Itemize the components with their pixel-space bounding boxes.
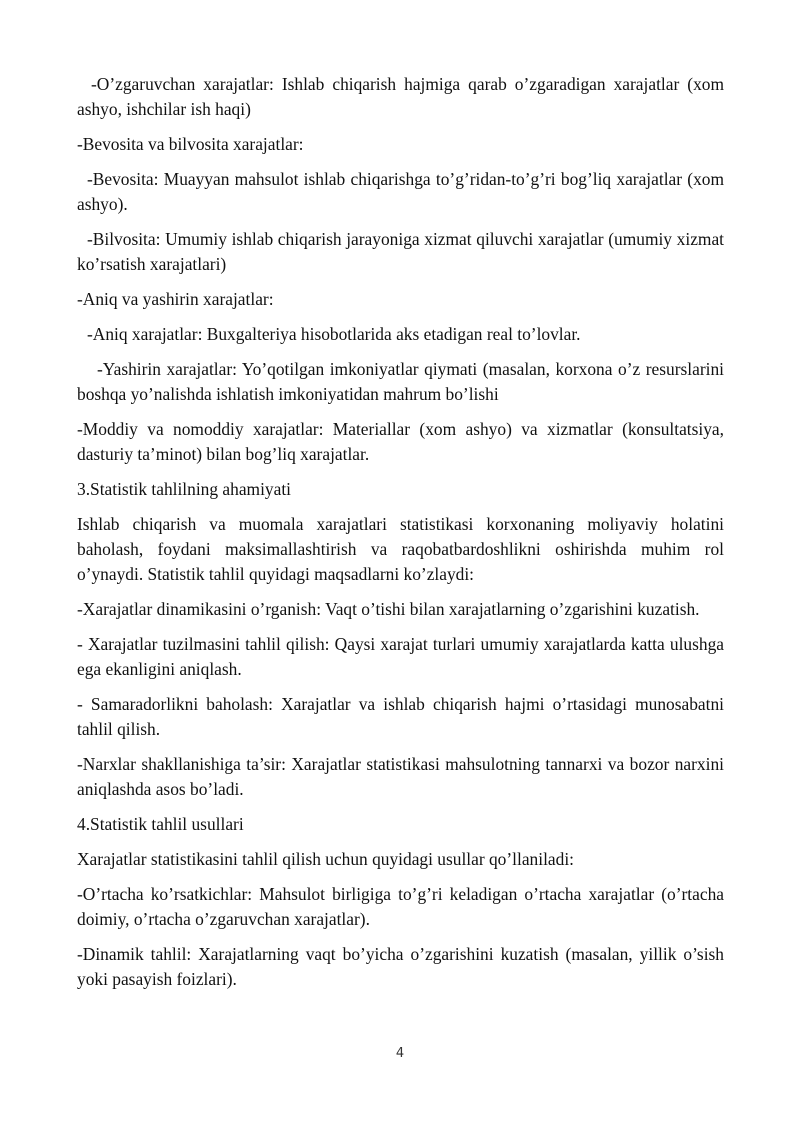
paragraph-direct-indirect-heading: -Bevosita va bilvosita xarajatlar:: [77, 134, 304, 154]
paragraph-direct-costs: -Bevosita: Muayyan mahsulot ishlab chiqarishga to’g’ridan-to’g’ri bog’liq xarajatlar (xom ashyo).: [77, 169, 724, 214]
paragraph-explicit-implicit-heading: -Aniq va yashirin xarajatlar:: [77, 289, 274, 309]
paragraph-averages: -O’rtacha ko’rsatkichlar: Mahsulot birligiga to’g’ri keladigan o’rtacha xarajatlar (o’rtacha doimiy, o’rtacha o’zgaruvchan xarajatlar).: [77, 884, 724, 929]
paragraph-statistics-importance: Ishlab chiqarish va muomala xarajatlari statistikasi korxonaning moliyaviy holatini baholash, foydani maksimallashtirish va raqobatbardoshlikni oshirishda muhim rol o’ynaydi. Statistik tahlil quyidagi maqsadlarni ko’zlaydi:: [77, 514, 724, 584]
paragraph-variable-costs: -O’zgaruvchan xarajatlar: Ishlab chiqarish hajmiga qarab o’zgaradigan xarajatlar (xom ashyo, ishchilar ish haqi): [77, 74, 724, 119]
paragraph-implicit-costs: -Yashirin xarajatlar: Yo’qotilgan imkoniyatlar qiymati (masalan, korxona o’z resurslarini boshqa yo’nalishda ishlatish imkoniyatidan mahrum bo’lishi: [77, 359, 724, 404]
paragraph-indirect-costs: -Bilvosita: Umumiy ishlab chiqarish jarayoniga xizmat qiluvchi xarajatlar (umumiy xizmat ko’rsatish xarajatlari): [77, 229, 724, 274]
paragraph-pricing: -Narxlar shakllanishiga ta’sir: Xarajatlar statistikasi mahsulotning tannarxi va bozor narxini aniqlashda asos bo’ladi.: [77, 754, 724, 799]
paragraph-structure: - Xarajatlar tuzilmasini tahlil qilish: Qaysi xarajat turlari umumiy xarajatlarda katta ulushga ega ekanligini aniqlash.: [77, 634, 724, 679]
paragraph-dynamics: -Xarajatlar dinamikasini o’rganish: Vaqt o’tishi bilan xarajatlarning o’zgarishini kuzatish.: [77, 599, 700, 619]
page-number: 4: [395, 1046, 405, 1061]
paragraph-efficiency: - Samaradorlikni baholash: Xarajatlar va ishlab chiqarish hajmi o’rtasidagi munosabatni tahlil qilish.: [77, 694, 724, 739]
section-heading-4: 4.Statistik tahlil usullari: [77, 814, 244, 834]
paragraph-methods-intro: Xarajatlar statistikasini tahlil qilish uchun quyidagi usullar qo’llaniladi:: [77, 849, 574, 869]
section-heading-3: 3.Statistik tahlilning ahamiyati: [77, 479, 291, 499]
paragraph-tangible-intangible: -Moddiy va nomoddiy xarajatlar: Materiallar (xom ashyo) va xizmatlar (konsultatsiya, dasturiy ta’minot) bilan bog’liq xarajatlar.: [77, 419, 724, 464]
paragraph-explicit-costs: -Aniq xarajatlar: Buxgalteriya hisobotlarida aks etadigan real to’lovlar.: [87, 324, 581, 344]
paragraph-dynamic-analysis: -Dinamik tahlil: Xarajatlarning vaqt bo’yicha o’zgarishini kuzatish (masalan, yillik o’sish yoki pasayish foizlari).: [77, 944, 724, 989]
